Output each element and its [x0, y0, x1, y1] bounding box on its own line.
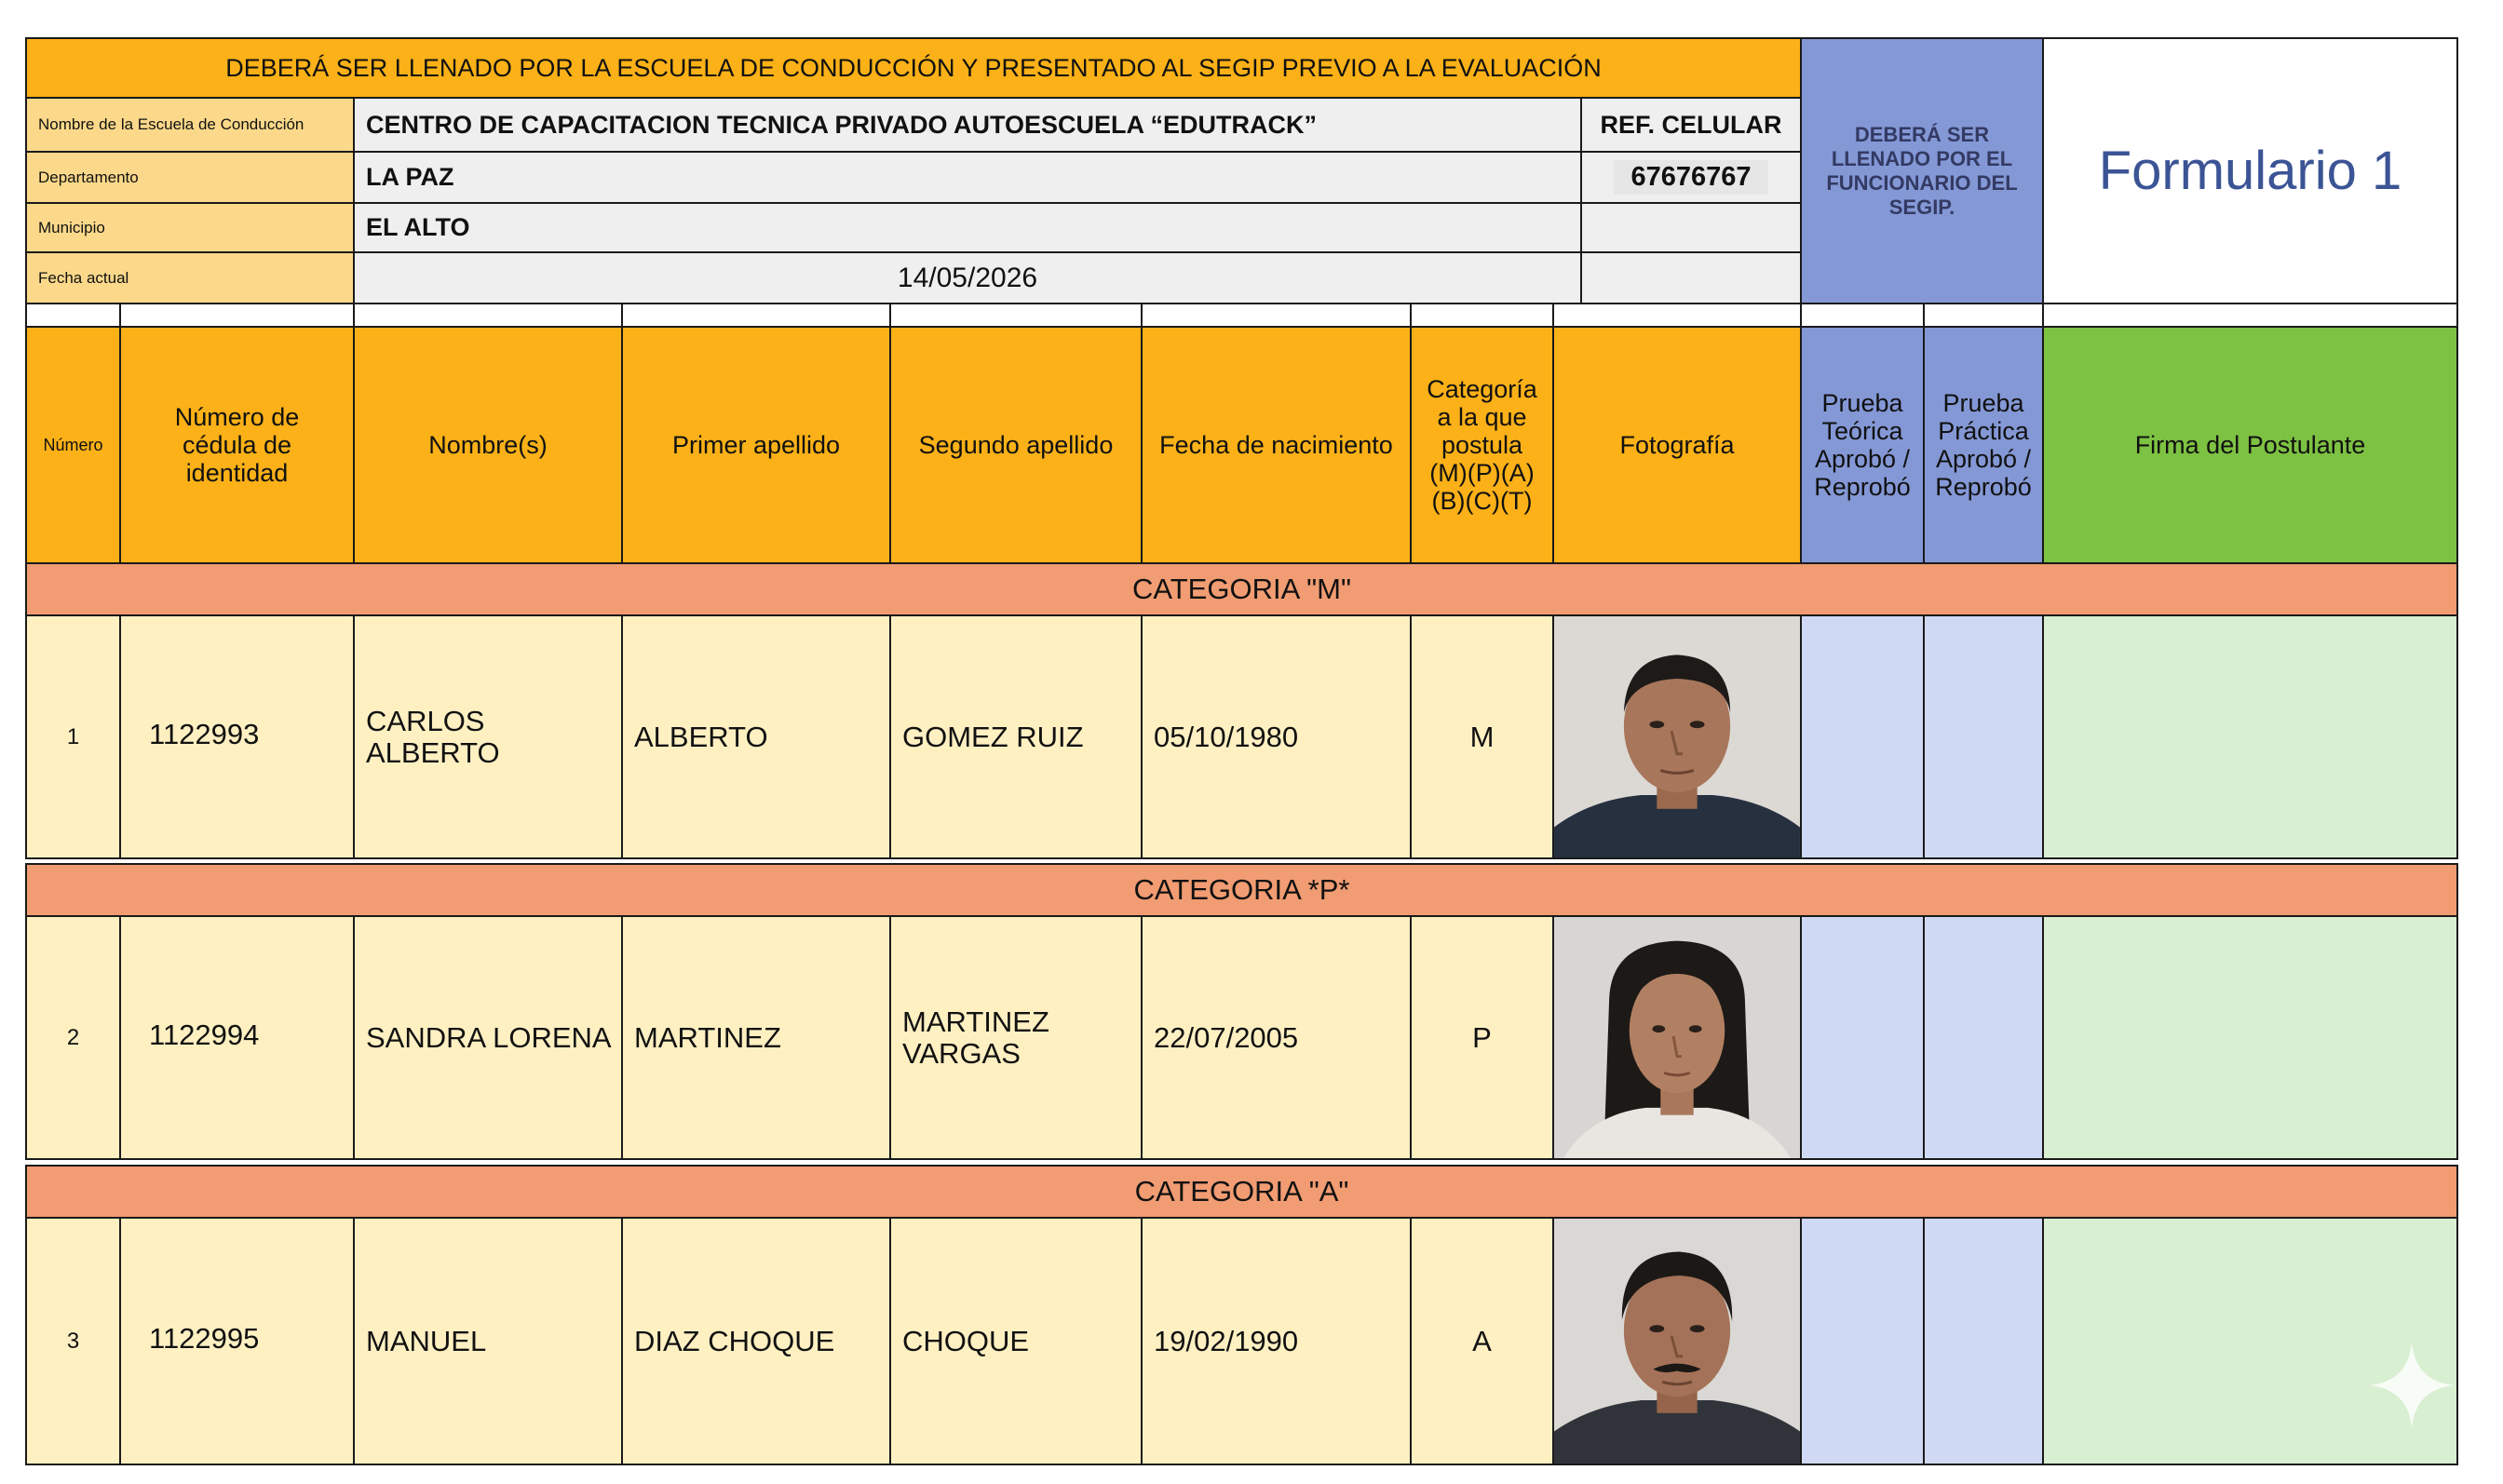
row-firma[interactable] — [2042, 915, 2458, 1160]
form-sheet — [25, 37, 2458, 1465]
row-segundo[interactable] — [889, 614, 1143, 859]
spacer-cell — [1410, 303, 1554, 328]
applicant-photo — [1552, 614, 1802, 859]
spacer-cell — [25, 303, 121, 328]
school-value-text: CENTRO DE CAPACITACION TECNICA PRIVADO AUTOESCUELA “EDUTRACK” — [366, 110, 1318, 139]
woman-portrait-icon — [1554, 917, 1800, 1158]
sparkle-icon — [2365, 1339, 2458, 1432]
col-nacimiento-text: Fecha de nacimiento — [1159, 431, 1393, 459]
row-nombres-text: CARLOS ALBERTO — [366, 704, 500, 769]
row-segundo-text: MARTINEZ VARGAS — [902, 1005, 1049, 1070]
form-title: Formulario 1 — [2098, 141, 2402, 201]
row-primer-text: ALBERTO — [634, 720, 768, 753]
muni-empty — [1580, 202, 1802, 253]
school-label-text: Nombre de la Escuela de Conducción — [38, 115, 304, 133]
form-title-box — [2042, 37, 2458, 304]
spacer-cell — [119, 303, 355, 328]
col-nacimiento — [1141, 326, 1412, 564]
row-nacimiento-text: 22/07/2005 — [1154, 1020, 1299, 1054]
row-cat[interactable] — [1410, 915, 1554, 1160]
spacer-cell — [1923, 303, 2044, 328]
applicant-photo — [1552, 1217, 1802, 1465]
dept-value — [353, 151, 1582, 204]
row-ci[interactable] — [119, 915, 355, 1160]
ref-label — [1580, 97, 1802, 153]
row-ci-text: 1122993 — [149, 718, 260, 750]
col-numero — [25, 326, 121, 564]
applicant-photo — [1552, 915, 1802, 1160]
category-title: CATEGORIA *P* — [1133, 873, 1350, 906]
dept-value-text: LA PAZ — [366, 163, 454, 191]
row-num — [25, 614, 121, 859]
date-empty — [1580, 251, 1802, 304]
category-title: CATEGORIA "A" — [1134, 1175, 1349, 1207]
col-practica — [1923, 326, 2044, 564]
col-cedula-text: Número de cédula de identidad — [174, 403, 300, 487]
row-nombres[interactable] — [353, 614, 623, 859]
col-practica-text: Prueba Práctica Aprobó / Reprobó — [1935, 389, 2032, 501]
spacer-cell — [1141, 303, 1412, 328]
row-teorica[interactable] — [1800, 915, 1925, 1160]
muni-value — [353, 202, 1582, 253]
row-nombres[interactable] — [353, 1217, 623, 1465]
row-teorica[interactable] — [1800, 1217, 1925, 1465]
spacer-cell — [1552, 303, 1802, 328]
row-segundo[interactable] — [889, 1217, 1143, 1465]
category-header — [25, 562, 2458, 616]
segip-note-text: DEBERÁ SER LLENADO POR EL FUNCIONARIO DEL SEGIP. — [1826, 122, 2018, 219]
category-header — [25, 1165, 2458, 1219]
row-practica[interactable] — [1923, 915, 2044, 1160]
spacer-cell — [621, 303, 891, 328]
date-value-text: 14/05/2026 — [897, 262, 1038, 293]
banner-text: DEBERÁ SER LLENADO POR LA ESCUELA DE CONDUCCIÓN Y PRESENTADO AL SEGIP PREVIO A LA EVALUACIÓN — [225, 54, 1602, 82]
row-nacimiento[interactable] — [1141, 915, 1412, 1160]
row-nacimiento[interactable] — [1141, 1217, 1412, 1465]
school-label — [25, 97, 355, 153]
row-segundo-text: GOMEZ RUIZ — [902, 720, 1084, 753]
col-nombres — [353, 326, 623, 564]
date-label-text: Fecha actual — [38, 268, 129, 287]
row-nacimiento-text: 05/10/1980 — [1154, 720, 1299, 753]
spacer-cell — [889, 303, 1143, 328]
row-nombres[interactable] — [353, 915, 623, 1160]
col-foto — [1552, 326, 1802, 564]
row-segundo[interactable] — [889, 915, 1143, 1160]
man-portrait-icon — [1554, 1219, 1800, 1464]
man-portrait-icon — [1554, 616, 1800, 857]
ref-label-text: REF. CELULAR — [1600, 110, 1782, 139]
row-num — [25, 1217, 121, 1465]
row-primer[interactable] — [621, 614, 891, 859]
spacer-cell — [353, 303, 623, 328]
row-nombres-text: MANUEL — [366, 1324, 487, 1357]
col-teorica — [1800, 326, 1925, 564]
col-primer — [621, 326, 891, 564]
date-label — [25, 251, 355, 304]
spacer-cell — [2042, 303, 2458, 328]
row-num-text: 1 — [66, 723, 80, 749]
row-nacimiento-text: 19/02/1990 — [1154, 1324, 1299, 1357]
ref-value — [1580, 151, 1802, 204]
row-teorica[interactable] — [1800, 614, 1925, 859]
col-nombres-text: Nombre(s) — [428, 431, 548, 459]
col-firma — [2042, 326, 2458, 564]
row-cat-text: M — [1469, 720, 1495, 753]
banner — [25, 37, 1802, 99]
col-firma-text: Firma del Postulante — [2134, 431, 2366, 459]
category-header — [25, 863, 2458, 917]
dept-label-text: Departamento — [38, 168, 139, 186]
category-title: CATEGORIA "M" — [1131, 573, 1351, 605]
row-num — [25, 915, 121, 1160]
row-primer-text: DIAZ CHOQUE — [634, 1324, 835, 1357]
spacer-cell — [1800, 303, 1925, 328]
row-cat[interactable] — [1410, 614, 1554, 859]
col-teorica-text: Prueba Teórica Aprobó / Reprobó — [1814, 389, 1911, 501]
ref-value-text: 67676767 — [1614, 160, 1767, 195]
row-ci-text: 1122994 — [149, 1019, 260, 1051]
row-firma[interactable] — [2042, 614, 2458, 859]
row-cat[interactable] — [1410, 1217, 1554, 1465]
row-primer[interactable] — [621, 1217, 891, 1465]
muni-label — [25, 202, 355, 253]
date-value — [353, 251, 1582, 304]
row-nacimiento[interactable] — [1141, 614, 1412, 859]
col-categoria-text: Categoría a la que postula (M)(P)(A)(B)(C)(T) — [1427, 375, 1537, 515]
row-cat-text: A — [1472, 1324, 1492, 1357]
row-ci[interactable] — [119, 1217, 355, 1465]
row-practica[interactable] — [1923, 614, 2044, 859]
row-ci-text: 1122995 — [149, 1322, 260, 1355]
row-num-text: 3 — [66, 1328, 80, 1354]
row-num-text: 2 — [66, 1024, 80, 1050]
school-value — [353, 97, 1582, 153]
col-segundo-text: Segundo apellido — [918, 431, 1114, 459]
col-segundo — [889, 326, 1143, 564]
segip-note — [1800, 37, 2044, 304]
dept-label — [25, 151, 355, 204]
row-cat-text: P — [1472, 1020, 1492, 1054]
row-primer-text: MARTINEZ — [634, 1020, 781, 1054]
row-nombres-text: SANDRA LORENA — [366, 1020, 612, 1054]
row-segundo-text: CHOQUE — [902, 1324, 1030, 1357]
col-foto-text: Fotografía — [1619, 431, 1735, 459]
col-cedula — [119, 326, 355, 564]
row-ci[interactable] — [119, 614, 355, 859]
col-categoria — [1410, 326, 1554, 564]
muni-value-text: EL ALTO — [366, 213, 470, 241]
row-practica[interactable] — [1923, 1217, 2044, 1465]
muni-label-text: Municipio — [38, 218, 105, 236]
col-primer-text: Primer apellido — [671, 431, 841, 459]
col-numero-text: Número — [43, 435, 103, 454]
row-primer[interactable] — [621, 915, 891, 1160]
